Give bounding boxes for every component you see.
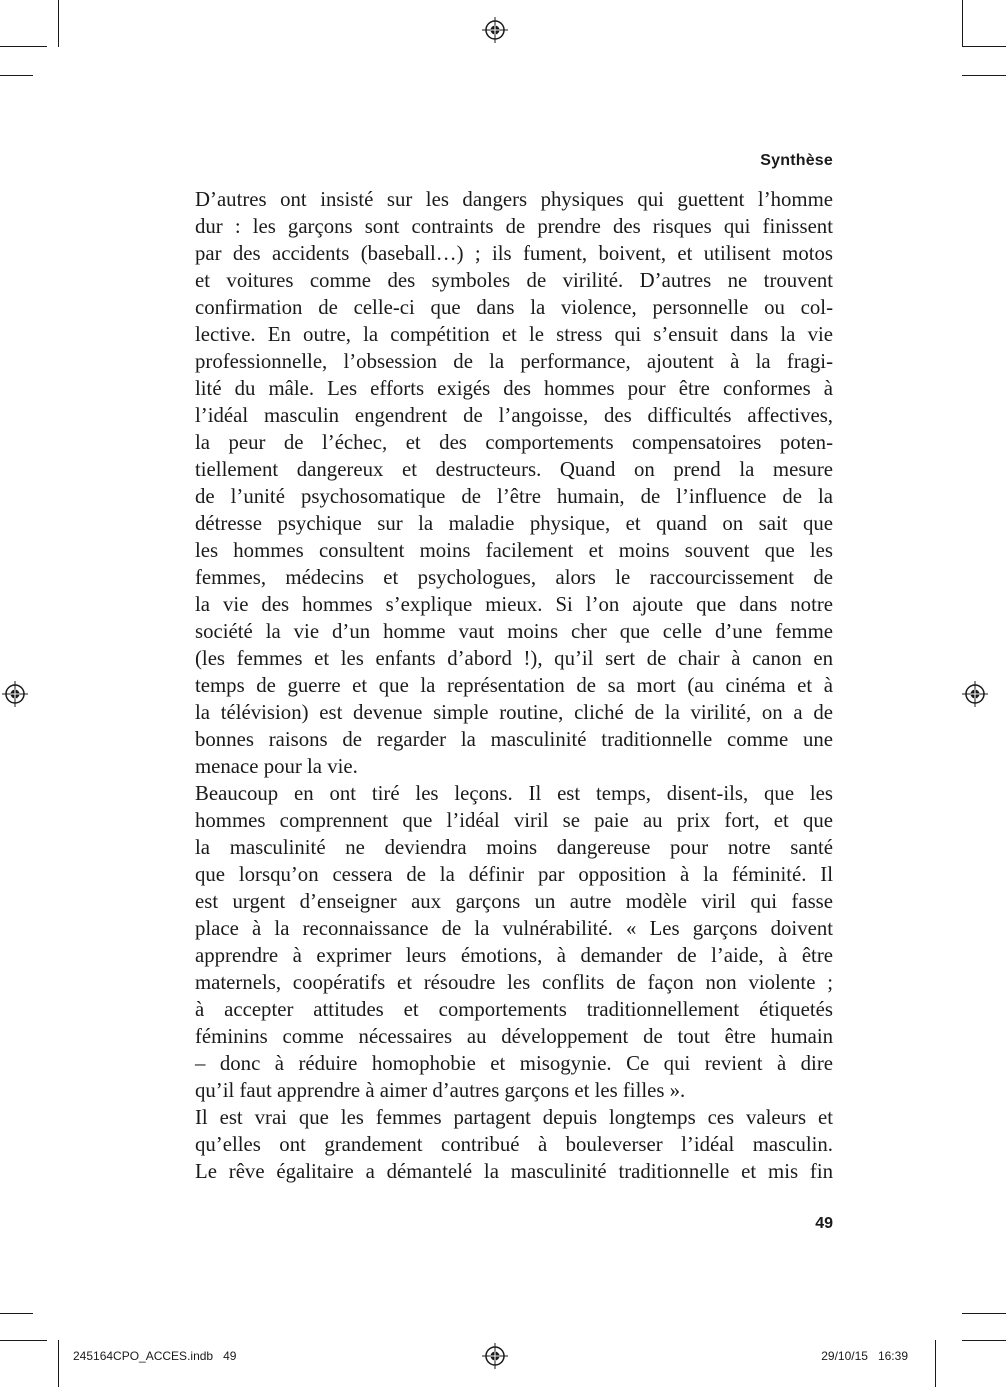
body-text — [195, 186, 833, 1185]
text-line: détresse psychique sur la maladie physique, et quand on sait que — [195, 512, 833, 535]
text-line: dur : les garçons sont contraints de prendre des risques qui finissent — [195, 215, 833, 238]
registration-mark-right-icon — [962, 681, 988, 707]
crop-mark-top-left-vertical — [58, 0, 59, 47]
slug-datetime: 29/10/15 16:39 — [821, 1349, 908, 1363]
text-line: Il est vrai que les femmes partagent depuis longtemps ces valeurs et — [195, 1106, 833, 1129]
text-line: hommes comprennent que l’idéal viril se paie au prix fort, et que — [195, 809, 833, 832]
text-line: féminins comme nécessaires au développement de tout être humain — [195, 1025, 833, 1048]
crop-mark-top-left-horizontal — [0, 46, 47, 47]
text-line: confirmation de celle-ci que dans la violence, personnelle ou col- — [195, 296, 833, 319]
text-line: tiellement dangereux et destructeurs. Quand on prend la mesure — [195, 458, 833, 481]
text-line: qu’il faut apprendre à aimer d’autres garçons et les filles ». — [195, 1079, 686, 1102]
text-line: Beaucoup en ont tiré les leçons. Il est temps, disent-ils, que les — [195, 782, 833, 805]
crop-mark-top-right-horizontal — [962, 46, 1006, 47]
registration-mark-bottom-icon — [482, 1343, 508, 1369]
text-line: Le rêve égalitaire a démantelé la masculinité traditionnelle et mis fin — [195, 1160, 833, 1183]
crop-mark-top-left-horizontal-2 — [0, 75, 33, 76]
registration-mark-top-icon — [482, 17, 508, 43]
text-line: l’idéal masculin engendrent de l’angoisse, des difficultés affectives, — [195, 404, 833, 427]
running-head: Synthèse — [760, 152, 833, 169]
crop-mark-bottom-right-vertical — [935, 1340, 936, 1387]
text-line: les hommes consultent moins facilement et moins souvent que les — [195, 539, 833, 562]
text-line: qu’elles ont grandement contribué à bouleverser l’idéal masculin. — [195, 1133, 833, 1156]
text-line: D’autres ont insisté sur les dangers physiques qui guettent l’homme — [195, 188, 833, 211]
text-line: professionnelle, l’obsession de la performance, ajoutent à la fragi- — [195, 350, 833, 373]
registration-mark-left-icon — [2, 681, 28, 707]
text-line: lité du mâle. Les efforts exigés des hommes pour être conformes à — [195, 377, 833, 400]
text-line: bonnes raisons de regarder la masculinité traditionnelle comme une — [195, 728, 833, 751]
text-line: la peur de l’échec, et des comportements compensatoires poten- — [195, 431, 833, 454]
text-line: par des accidents (baseball…) ; ils fument, boivent, et utilisent motos — [195, 242, 833, 265]
text-line: femmes, médecins et psychologues, alors le raccourcissement de — [195, 566, 833, 589]
text-line: société la vie d’un homme vaut moins cher que celle d’une femme — [195, 620, 833, 643]
text-line: de l’unité psychosomatique de l’être humain, de l’influence de la — [195, 485, 833, 508]
text-line: la télévision) est devenue simple routine, cliché de la virilité, on a de — [195, 701, 833, 724]
text-line: lective. En outre, la compétition et le stress qui s’ensuit dans la vie — [195, 323, 833, 346]
slug-file-info: 245164CPO_ACCES.indb 49 — [73, 1349, 237, 1363]
page-number: 49 — [815, 1215, 833, 1232]
text-line: place à la reconnaissance de la vulnérabilité. « Les garçons doivent — [195, 917, 833, 940]
text-line: et voitures comme des symboles de virilité. D’autres ne trouvent — [195, 269, 833, 292]
crop-mark-bottom-left-horizontal-2 — [0, 1340, 47, 1341]
crop-mark-bottom-left-horizontal — [0, 1313, 33, 1314]
crop-mark-bottom-left-vertical — [58, 1340, 59, 1387]
text-line: que lorsqu’on cessera de la définir par opposition à la féminité. Il — [195, 863, 833, 886]
crop-mark-bottom-right-horizontal — [962, 1313, 1006, 1314]
text-line: – donc à réduire homophobie et misogynie. Ce qui revient à dire — [195, 1052, 833, 1075]
crop-mark-bottom-right-horizontal-2 — [962, 1340, 1006, 1341]
text-line: à accepter attitudes et comportements traditionnellement étiquetés — [195, 998, 833, 1021]
text-line: maternels, coopératifs et résoudre les conflits de façon non violente ; — [195, 971, 833, 994]
text-line: (les femmes et les enfants d’abord !), qu’il sert de chair à canon en — [195, 647, 833, 670]
crop-mark-top-right-horizontal-2 — [962, 75, 1006, 76]
crop-mark-top-right-vertical — [962, 0, 963, 47]
text-line: la vie des hommes s’explique mieux. Si l’on ajoute que dans notre — [195, 593, 833, 616]
text-line: apprendre à exprimer leurs émotions, à demander de l’aide, à être — [195, 944, 833, 967]
text-line: est urgent d’enseigner aux garçons un autre modèle viril qui fasse — [195, 890, 833, 913]
text-line: temps de guerre et que la représentation de sa mort (au cinéma et à — [195, 674, 833, 697]
text-line: la masculinité ne deviendra moins dangereuse pour notre santé — [195, 836, 833, 859]
text-line: menace pour la vie. — [195, 755, 358, 778]
